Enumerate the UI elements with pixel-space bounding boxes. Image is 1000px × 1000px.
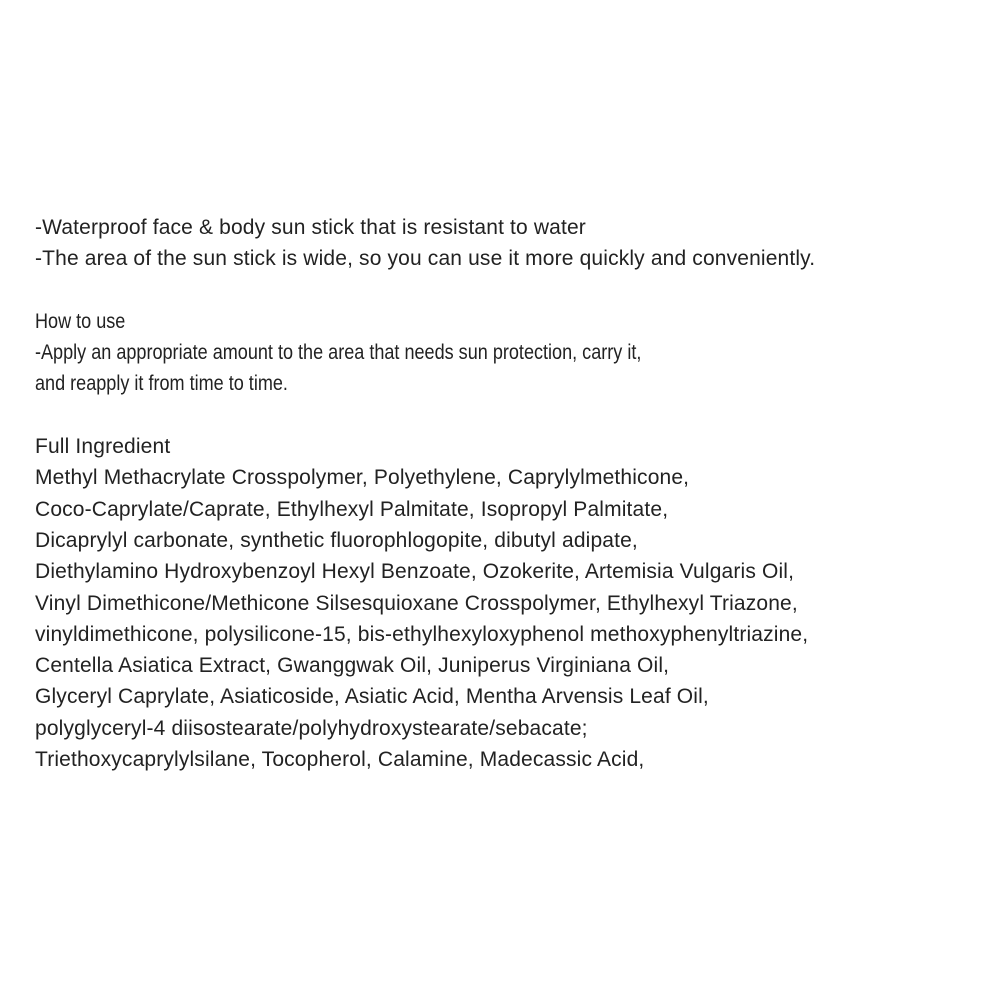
ingredient-line: Triethoxycaprylylsilane, Tocopherol, Calamine, Madecassic Acid,	[35, 748, 645, 772]
ingredient-line: vinyldimethicone, polysilicone-15, bis-ethylhexyloxyphenol methoxyphenyltriazine,	[35, 622, 809, 646]
product-description	[35, 212, 985, 775]
ingredient-line: Diethylamino Hydroxybenzoyl Hexyl Benzoate, Ozokerite, Artemisia Vulgaris Oil,	[35, 560, 795, 584]
spacer	[35, 400, 985, 431]
feature-line: -The area of the sun stick is wide, so you can use it more quickly and conveniently.	[35, 247, 816, 271]
ingredient-line: Glyceryl Caprylate, Asiaticoside, Asiatic Acid, Mentha Arvensis Leaf Oil,	[35, 685, 709, 709]
ingredient-line: polyglyceryl-4 diisostearate/polyhydroxystearate/sebacate;	[35, 716, 588, 740]
how-to-use-heading: How to use	[35, 309, 126, 333]
how-to-use-line: and reapply it from time to time.	[35, 372, 288, 396]
ingredient-line: Coco-Caprylate/Caprate, Ethylhexyl Palmitate, Isopropyl Palmitate,	[35, 497, 669, 521]
spacer	[35, 275, 985, 306]
ingredient-line: Methyl Methacrylate Crosspolymer, Polyethylene, Caprylylmethicone,	[35, 466, 690, 490]
ingredients-section	[35, 431, 985, 775]
features-section	[35, 212, 985, 275]
ingredients-heading: Full Ingredient	[35, 435, 171, 459]
how-to-use-line: -Apply an appropriate amount to the area that needs sun protection, carry it,	[35, 341, 642, 365]
how-to-use-section	[35, 306, 985, 400]
ingredient-line: Vinyl Dimethicone/Methicone Silsesquioxane Crosspolymer, Ethylhexyl Triazone,	[35, 591, 798, 615]
ingredient-line: Centella Asiatica Extract, Gwanggwak Oil, Juniperus Virginiana Oil,	[35, 654, 670, 678]
feature-line: -Waterproof face & body sun stick that is resistant to water	[35, 216, 586, 239]
ingredient-line: Dicaprylyl carbonate, synthetic fluorophlogopite, dibutyl adipate,	[35, 528, 638, 552]
